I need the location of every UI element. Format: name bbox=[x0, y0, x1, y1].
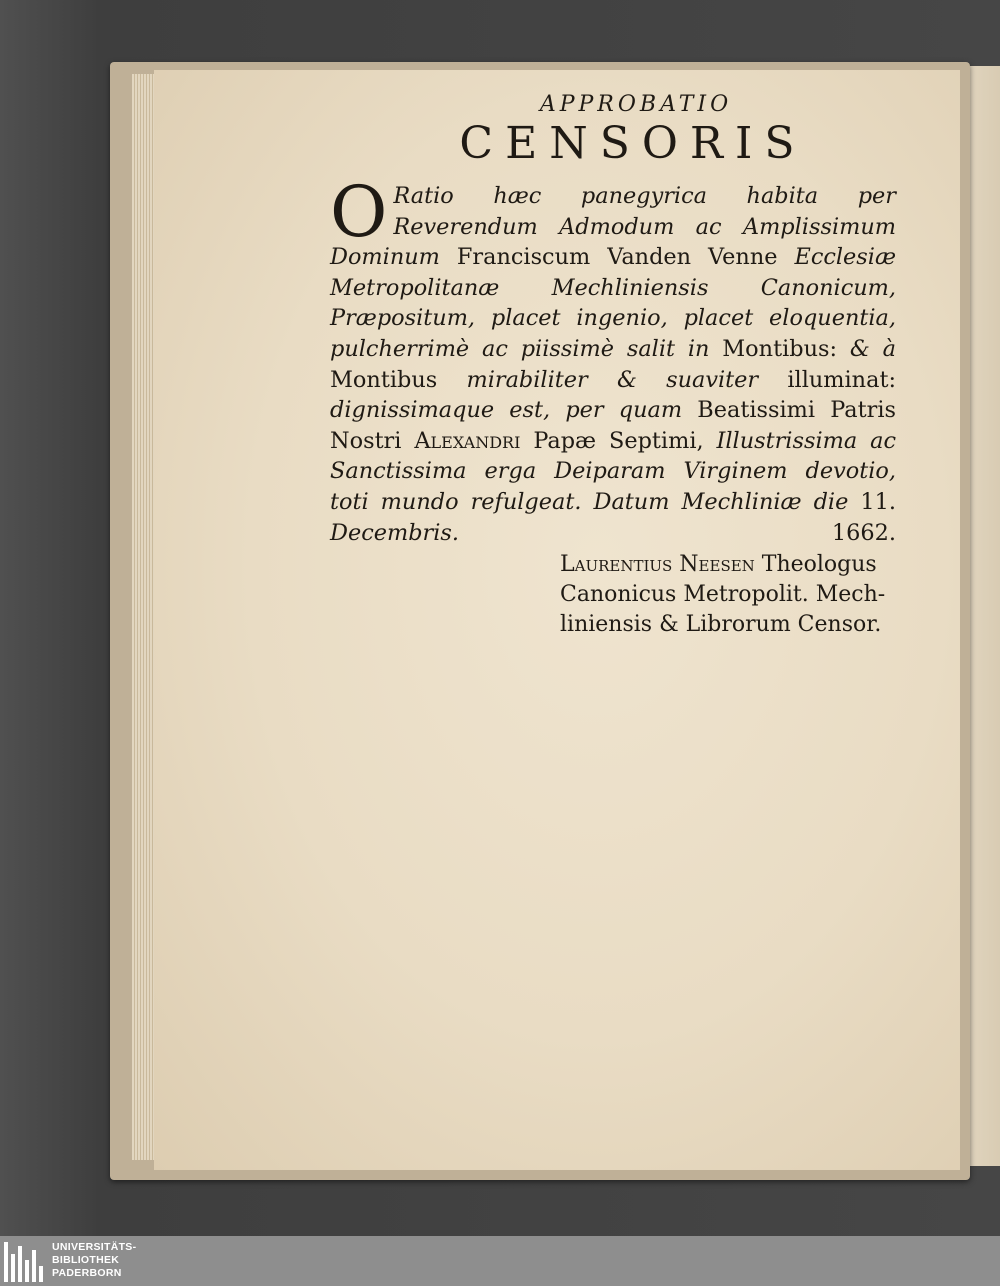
text-ecclesiae: Ecclesiæ Metropolitanæ Mechliniensis Canonicum, Præpositum, placet ingenio, placet eloquentia, pulcherrimè ac piissimè salit in bbox=[330, 244, 897, 362]
text-montibus-2: Montibus bbox=[330, 366, 467, 393]
text-decembris: Decembris. bbox=[330, 519, 832, 546]
signature-line-1 bbox=[560, 550, 896, 580]
censor-signature bbox=[560, 550, 896, 640]
text-et-a: & à bbox=[849, 335, 896, 362]
text-year: 1662. bbox=[831, 519, 896, 546]
signature-title: Theologus bbox=[754, 552, 877, 578]
text-illustrissima: Illustrissima ac Sanctissima erga Deiparam Virginem devotio, toti mundo refulgeat. Datum Mechliniæ die bbox=[330, 427, 896, 515]
text-illuminat: illuminat: bbox=[787, 366, 896, 393]
text-date-number: 11. bbox=[860, 488, 896, 515]
approbation-paragraph bbox=[330, 171, 897, 548]
text-ratio: Ratio hæc panegyrica habita per Reverendum Admodum ac Amplissimum Dominum bbox=[330, 183, 896, 271]
text-mirabiliter: mirabiliter & suaviter bbox=[466, 366, 788, 393]
approbation-text bbox=[330, 92, 896, 640]
censor-name: Laurentius Neesen bbox=[560, 552, 755, 578]
logo-line-1: UNIVERSITÄTS- bbox=[52, 1241, 137, 1253]
drop-cap: O bbox=[330, 171, 388, 253]
logo-line-2: BIBLIOTHEK bbox=[52, 1254, 120, 1266]
text-alexandri: Alexandri bbox=[414, 427, 534, 454]
library-logo-icon bbox=[4, 1242, 48, 1282]
text-montibus-1: Montibus: bbox=[722, 335, 850, 362]
page-stack-edge bbox=[132, 74, 156, 1160]
text-franciscum: Franciscum Vanden Venne bbox=[456, 244, 795, 271]
signature-line-3: liniensis & Librorum Censor. bbox=[560, 612, 882, 638]
signature-line-2: Canonicus Metropolit. Mech- bbox=[560, 582, 886, 608]
text-beatissimi: Beatissimi Patris Nostri bbox=[330, 397, 896, 454]
heading-approbatio: APPROBATIO bbox=[539, 92, 733, 117]
library-footer bbox=[0, 1236, 1000, 1286]
text-papae: Papæ Septimi, bbox=[533, 427, 717, 454]
text-dignissimaque: dignissimaque est, per quam bbox=[330, 397, 698, 424]
heading-censoris: CENSORIS bbox=[459, 118, 807, 169]
library-logo-text bbox=[52, 1241, 136, 1280]
logo-line-3: PADERBORN bbox=[52, 1267, 122, 1279]
